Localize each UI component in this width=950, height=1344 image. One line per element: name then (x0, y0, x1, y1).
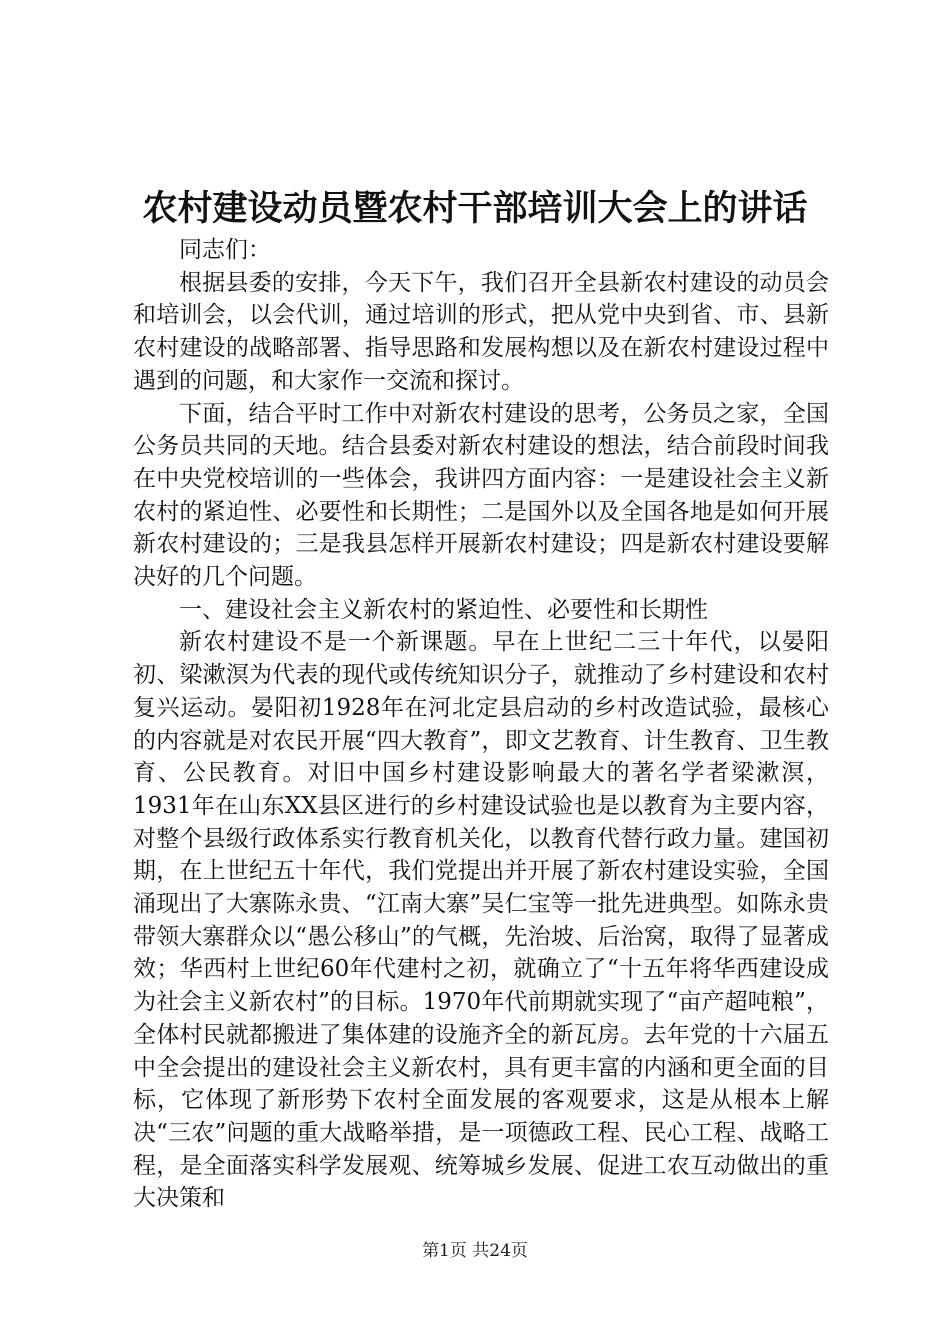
page-title: 农村建设动员暨农村干部培训大会上的讲话 (142, 188, 808, 229)
page-footer: 第1页 共24页 (422, 1241, 528, 1261)
body-paragraph: 新农村建设不是一个新课题。早在上世纪二三十年代，以晏阳初、梁漱溟为代表的现代或传统知识分子，就推动了乡村建设和农村复兴运动。晏阳初1928年在河北定县启动的乡村改造试验，最核心的内容就是对农民开展“四大教育”，即文艺教育、计生教育、卫生教育、公民教育。对旧中国乡村建设影响最大的著名学者梁漱溟，1931年在山东XX县区进行的乡村建设试验也是以教育为主要内容，对整个县级行政体系实行教育机关化，以教育代替行政力量。建国初期，在上世纪五十年代，我们党提出并开展了新农村建设实验，全国涌现出了大寨陈永贵、“江南大寨”吴仁宝等一批先进典型。如陈永贵带领大寨群众以“愚公移山”的气概，先治坡、后治窝，取得了显著成效；华西村上世纪60年代建村之初，就确立了“十五年将华西建设成为社会主义新农村”的目标。1970年代前期就实现了“亩产超吨粮”，全体村民就都搬进了集体建的设施齐全的新瓦房。去年党的十六届五中全会提出的建设社会主义新农村，具有更丰富的内涵和更全面的目标，它体现了新形势下农村全面发展的客观要求，这是从根本上解决“三农”问题的重大战略举措，是一项德政工程、民心工程、战略工程，是全面落实科学发展观、统筹城乡发展、促进工农互动做出的重大决策和 (133, 629, 829, 1212)
body-paragraph: 下面，结合平时工作中对新农村建设的思考，公务员之家，全国公务员共同的天地。结合县委对新农村建设的想法，结合前段时间我在中央党校培训的一些体会，我讲四方面内容：一是建设社会主义新农村的紧迫性、必要性和长期性；二是国外以及全国各地是如何开展新农村建设的；三是我县怎样开展新农村建设；四是新农村建设要解决好的几个问题。 (133, 400, 829, 591)
section-heading: 一、建设社会主义新农村的紧迫性、必要性和长期性 (179, 596, 708, 623)
salutation-paragraph: 同志们： (179, 237, 271, 263)
document-body (133, 234, 829, 1215)
body-paragraph: 根据县委的安排，今天下午，我们召开全县新农村建设的动员会和培训会，以会代训，通过培训的形式，把从党中央到省、市、县新农村建设的战略部署、指导思路和发展构想以及在新农村建设过程中遇到的问题，和大家作一交流和探讨。 (133, 269, 829, 394)
